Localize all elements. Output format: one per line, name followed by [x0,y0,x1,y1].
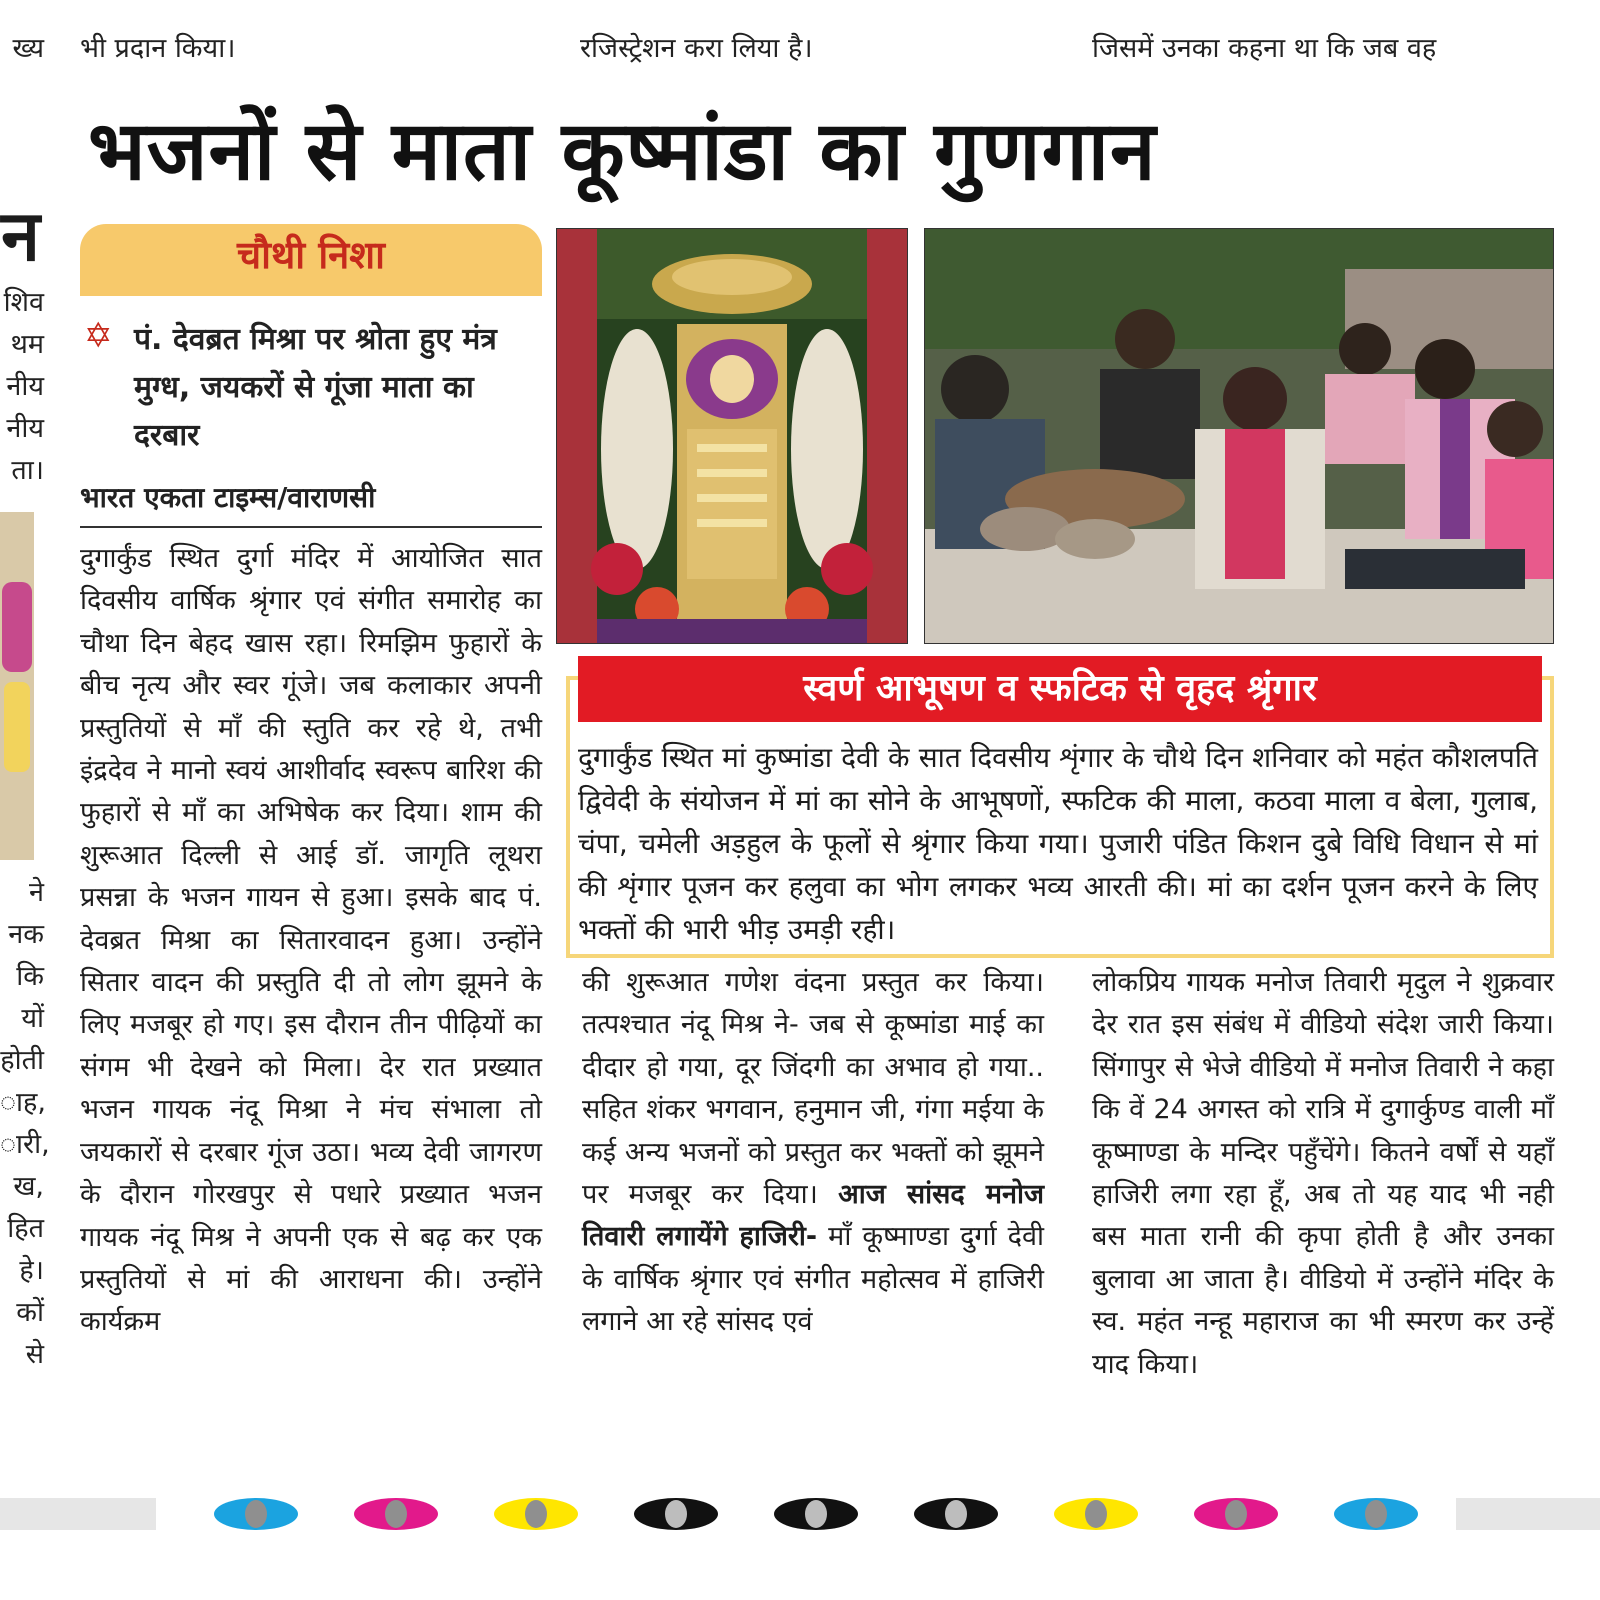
edge-line: से [25,1339,44,1370]
edge-line: होती [0,1045,44,1076]
edge-line: यों [21,1003,44,1034]
edge-lines-a [0,282,44,492]
top-line-col2: रजिस्ट्रेशन करा लिया है। [580,33,813,64]
photo-deity [556,228,908,644]
box-text: दुगार्कुंड स्थित मां कुष्मांडा देवी के सात दिवसीय शृंगार के चौथे दिन शनिवार को महंत कौशलपति द्विवेदी के संयोजन में मां का सोने के आभूषणों, स्फटिक की माला, कठवा माला व बेला, गुलाब, चंपा, चमेली अड़हुल के फूलों से श्रृंगार किया गया। पुजारी पंडित किशन दुबे विधि विधान से मां की शृंगार पूजन कर हलुवा का भोग लगकर भव्य आरती की। मां का दर्शन पूजन करने के लिए भक्तों की भारी भीड़ उमड़ी रही। [578,741,1538,946]
column-3: लोकप्रिय गायक मनोज तिवारी मृदुल ने शुक्रवार देर रात इस संबंध में वीडियो संदेश जारी किया। सिंगापुर से भेजे वीडियो में मनोज तिवारी ने कहा कि वें 24 अगस्त को रात्रि में दुगार्कुण्ड वाली माँ कूष्माण्डा के मन्दिर पहुँचेंगे। कितने वर्षों से यहाँ हाजिरी लगा रहा हूँ, अब तो यह याद भी नही बस माता रानी की कृपा होती है और उनका बुलावा आ जाता है। वीडियो में उन्होंने मंदिर के स्व. महंत नन्हू महाराज का भी स्मरण कर उन्हें याद किया। [1092,967,1554,1380]
registration-mark-center [945,1500,967,1528]
column-2-subhead: आज सांसद मनोज तिवारी लगायेंगे हाजिरी- [582,1179,1044,1253]
edge-line: ख, [13,1171,44,1202]
edge-line: कि [16,961,44,992]
edge-line: ाह, [0,1087,46,1118]
edge-top-text: ख्य [12,33,44,64]
edge-line: नक [8,919,44,950]
top-line-col3: जिसमें उनका कहना था कि जब वह [1092,33,1437,64]
edge-line: ारी, [0,1129,50,1160]
edge-lines-b [0,872,50,1376]
photo-performers [924,228,1554,644]
top-line-col1: भी प्रदान किया। [80,33,236,64]
headline: भजनों से माता कूष्मांडा का गुणगान [88,104,1157,199]
edge-line: हित [7,1213,44,1244]
edge-line: नीय [6,371,44,402]
column-2-text-a: की शुरूआत गणेश वंदना प्रस्तुत कर किया। तत्पश्चात नंदू मिश्र ने- जब से कूष्मांडा माई का दीदार हो गया, दूर जिंदगी का अभाव हो गया.. सहित शंकर भगवान, हनुमान जी, गंगा मईया के कई अन्य भजनों को प्रस्तुत कर भक्तों को झूमने पर मजबूर कर दिया। [582,967,1044,1211]
registration-mark-center [1365,1500,1387,1528]
edge-photo [0,512,34,860]
column-2-text-b: माँ कूष्माण्डा दुर्गा देवी के वार्षिक श्रृंगार एवं संगीत महोत्सव में हाजिरी लगाने आ रहे सांसद एवं [582,1221,1044,1338]
edge-line: नीय [6,413,44,444]
registration-mark-center [665,1500,687,1528]
registration-mark-center [1085,1500,1107,1528]
box-title: स्वर्ण आभूषण व स्फटिक से वृहद श्रृंगार [578,656,1542,722]
subheadline: पं. देवब्रत मिश्रा पर श्रोता हुए मंत्र मुग्ध, जयकरों से गूंजा माता का दरबार [134,322,497,453]
column-2 [582,962,1044,1344]
registration-bar [0,1496,1600,1536]
registration-mark-center [245,1500,267,1528]
registration-mark-center [1225,1500,1247,1528]
edge-big-letter: न [1,195,40,277]
tag-label: चौथी निशा [237,233,385,277]
byline: भारत एकता टाइम्स/वाराणसी [80,478,542,528]
edge-line: ने [29,877,44,908]
edge-line: ता। [11,455,44,486]
edge-line: शिव [3,287,44,318]
edge-line: कों [16,1297,44,1328]
registration-mark-center [385,1500,407,1528]
registration-mark-center [805,1500,827,1528]
star-icon: ✡ [84,316,113,356]
edge-line: हे। [19,1255,44,1286]
edge-line: थम [10,329,44,360]
column-1: दुगार्कुंड स्थित दुर्गा मंदिर में आयोजित सात दिवसीय वार्षिक श्रृंगार एवं संगीत समारोह का चौथा दिन बेहद खास रहा। रिमझिम फुहारों के बीच नृत्य और स्वर गूंजे। जब कलाकार अपनी प्रस्तुतियों से माँ की स्तुति कर रहे थे, तभी इंद्रदेव ने मानो स्वयं आशीर्वाद स्वरूप बारिश की फुहारों से माँ का अभिषेक कर दिया। शाम की शुरूआत दिल्ली से आई डॉ. जागृति लूथरा प्रसन्ना के भजन गायन से हुआ। इसके बाद पं. देवब्रत मिश्रा का सितारवादन हुआ। उन्होंने सितार वादन की प्रस्तुति दी तो लोग झूमने के लिए मजबूर हो गए। इस दौरान तीन पीढ़ियों का संगम भी देखने को मिला। देर रात प्रख्यात भजन गायक नंदू मिश्रा ने मंच संभाला तो जयकारों से दरबार गूंज उठा। भव्य देवी जागरण के दौरान गोरखपुर से पधारे प्रख्यात भजन गायक नंदू मिश्र ने अपनी एक से बढ़ कर एक प्रस्तुतियों से मां की आराधना की। उन्होंने कार्यक्रम [80,543,542,1338]
registration-mark-center [525,1500,547,1528]
